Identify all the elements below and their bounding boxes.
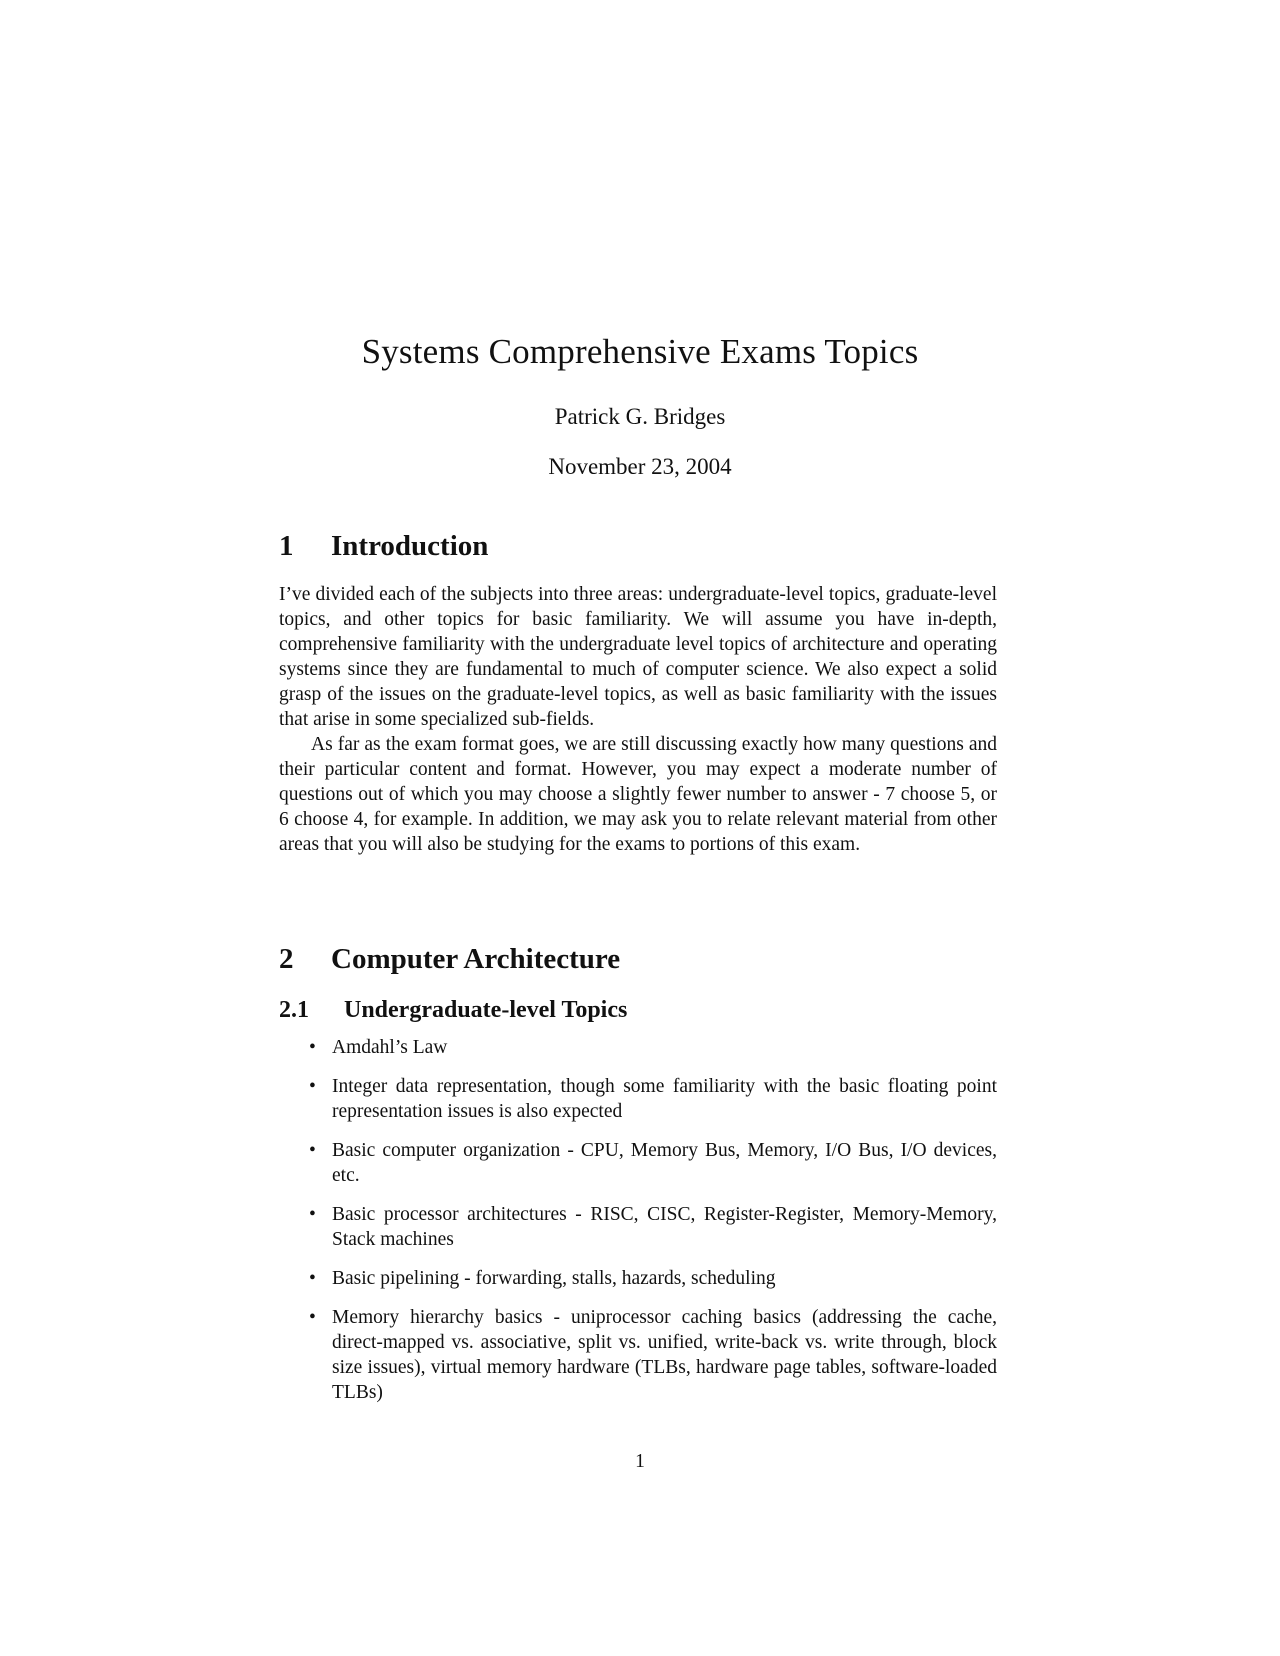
topic-list: [279, 1035, 997, 1405]
list-item: • Integer data representation, though some familiarity with the basic floating point representation issues is also expected: [309, 1076, 997, 1122]
bullet-icon: •: [309, 1076, 316, 1097]
section-title: Introduction: [331, 530, 489, 562]
section-introduction: [279, 528, 997, 857]
bullet-icon: •: [309, 1204, 316, 1225]
section-heading-introduction: [279, 528, 997, 564]
section-computer-architecture: [279, 941, 997, 1419]
list-item: • Memory hierarchy basics - uniprocessor caching basics (addressing the cache, direct-mapped vs. associative, split vs. unified, write-back vs. write through, block size issues), virtual memory hardware (TLBs, hardware page tables, software-loaded TLBs): [309, 1307, 997, 1403]
document-date: November 23, 2004: [548, 454, 732, 479]
list-item: • Basic processor architectures - RISC, CISC, Register-Register, Memory-Memory, Stack machines: [309, 1204, 997, 1250]
subsection-number: 2.1: [279, 997, 309, 1023]
bullet-icon: •: [309, 1307, 316, 1328]
bullet-icon: •: [309, 1268, 316, 1289]
subsection-title: Undergraduate-level Topics: [344, 997, 628, 1023]
section-heading-architecture: [279, 941, 997, 977]
subsection-heading-undergraduate: [279, 995, 997, 1025]
page-number: 1: [635, 1451, 645, 1472]
list-item: • Basic pipelining - forwarding, stalls, hazards, scheduling: [309, 1268, 776, 1289]
document-title: Systems Comprehensive Exams Topics: [361, 332, 919, 371]
section-number: 1: [279, 530, 294, 562]
bullet-icon: •: [309, 1140, 316, 1161]
intro-paragraph-2: As far as the exam format goes, we are still discussing exactly how many questions and their particular content and format. However, you may expect a moderate number of questions out of which you may choose a slightly fewer number to answer - 7 choose 5, or 6 choose 4, for example. In addition, we may ask you to relate relevant material from other areas that you will also be studying for the exams to portions of this exam.: [279, 734, 997, 855]
bullet-icon: •: [309, 1037, 316, 1058]
list-item: • Basic computer organization - CPU, Memory Bus, Memory, I/O Bus, I/O devices, etc.: [309, 1140, 997, 1186]
intro-paragraph-1: I’ve divided each of the subjects into three areas: undergraduate-level topics, graduate-level topics, and other topics for basic familiarity. We will assume you have in-depth, comprehensive familiarity with the undergraduate level topics of architecture and operating systems since they are fundamental to much of computer science. We also expect a solid grasp of the issues on the graduate-level topics, as well as basic familiarity with the issues that arise in some specialized sub-fields.: [279, 584, 997, 730]
document-author: Patrick G. Bridges: [554, 404, 726, 429]
list-item: • Amdahl’s Law: [309, 1037, 448, 1058]
section-title: Computer Architecture: [331, 943, 621, 975]
section-number: 2: [279, 943, 294, 975]
